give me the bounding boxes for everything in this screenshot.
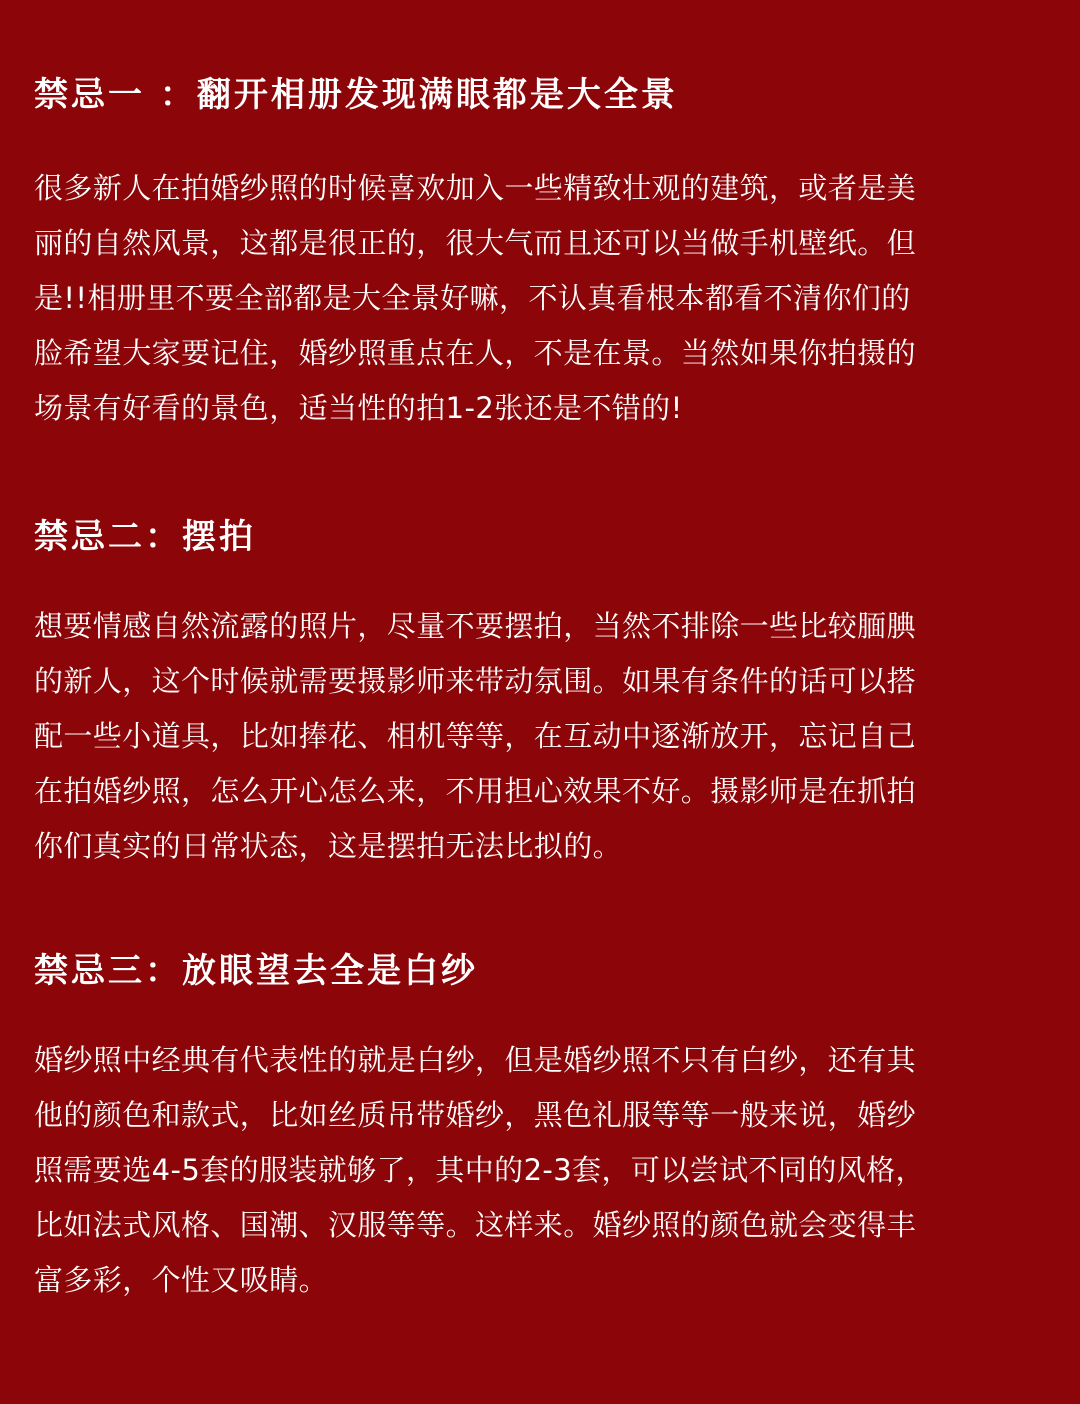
paragraph-line: 他的颜色和款式，比如丝质吊带婚纱，黑色礼服等等一般来说，婚纱 — [34, 1098, 917, 1132]
paragraph-line: 婚纱照中经典有代表性的就是白纱，但是婚纱照不只有白纱，还有其 — [34, 1043, 917, 1077]
section-heading: 禁忌一 ：翻开相册发现满眼都是大全景 — [34, 75, 678, 115]
paragraph-line: 配一些小道具，比如捧花、相机等等，在互动中逐渐放开，忘记自己 — [34, 719, 917, 753]
paragraph-line: 场景有好看的景色，适当性的拍1-2张还是不错的! — [34, 391, 683, 425]
paragraph-line: 比如法式风格、国潮、汉服等等。这样来。婚纱照的颜色就会变得丰 — [34, 1208, 917, 1242]
taboo-section-1 — [34, 71, 1030, 436]
paragraph-line: 想要情感自然流露的照片，尽量不要摆拍，当然不排除一些比较腼腆 — [34, 609, 917, 643]
paragraph-line: 是!!相册里不要全部都是大全景好嘛，不认真看根本都看不清你们的 — [34, 281, 911, 315]
section-paragraph — [34, 599, 1030, 874]
paragraph-line: 的新人，这个时候就需要摄影师来带动氛围。如果有条件的话可以搭 — [34, 664, 917, 698]
section-heading: 禁忌二：摆拍 — [34, 517, 256, 557]
paragraph-line: 你们真实的日常状态，这是摆拍无法比拟的。 — [34, 829, 623, 863]
section-paragraph — [34, 161, 1030, 436]
paragraph-line: 很多新人在拍婚纱照的时候喜欢加入一些精致壮观的建筑，或者是美 — [34, 171, 917, 205]
taboo-section-3 — [34, 947, 1030, 1308]
paragraph-line: 丽的自然风景，这都是很正的，很大气而且还可以当做手机壁纸。但 — [34, 226, 917, 260]
paragraph-line: 富多彩，个性又吸睛。 — [34, 1263, 329, 1297]
taboo-section-2 — [34, 513, 1030, 874]
section-heading: 禁忌三：放眼望去全是白纱 — [34, 951, 478, 991]
paragraph-line: 在拍婚纱照，怎么开心怎么来，不用担心效果不好。摄影师是在抓拍 — [34, 774, 917, 808]
section-paragraph — [34, 1033, 1030, 1308]
paragraph-line: 照需要选4-5套的服装就够了，其中的2-3套，可以尝试不同的风格， — [34, 1153, 925, 1187]
paragraph-line: 脸希望大家要记住，婚纱照重点在人，不是在景。当然如果你拍摄的 — [34, 336, 917, 370]
